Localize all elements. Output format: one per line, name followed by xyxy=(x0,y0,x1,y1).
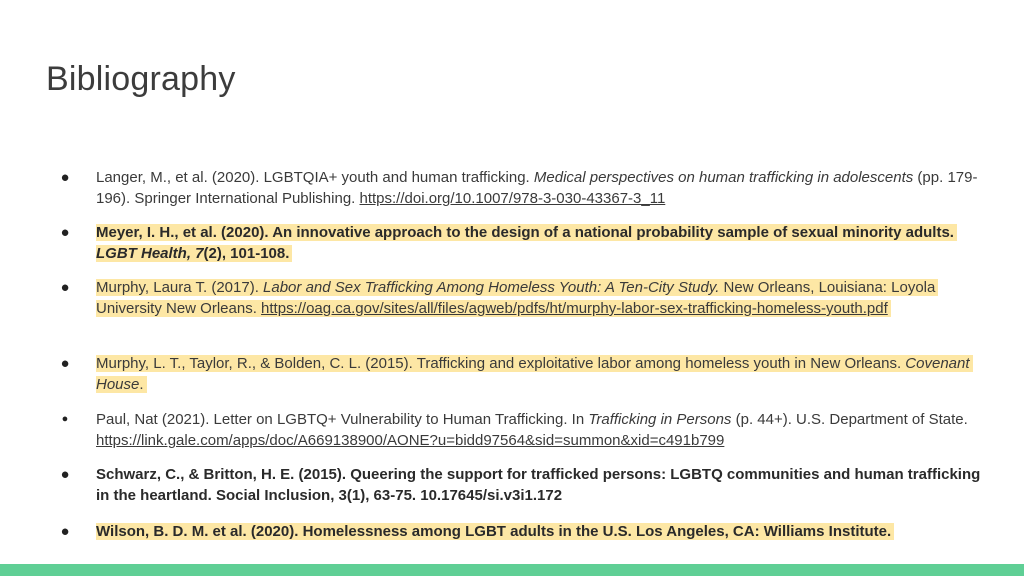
bullet-icon: ● xyxy=(60,169,70,186)
list-item xyxy=(60,464,991,506)
bullet-icon: ● xyxy=(60,355,70,372)
page-title: Bibliography xyxy=(46,60,236,98)
list-item xyxy=(60,353,991,395)
citation-text: Paul, Nat (2021). Letter on LGBTQ+ Vulnerability to Human Trafficking. In xyxy=(96,411,589,428)
citation-text: Langer, M., et al. (2020). LGBTQIA+ youth and human trafficking. xyxy=(96,169,534,186)
citation-title: LGBT Health, 7 xyxy=(96,245,204,262)
list-item xyxy=(60,167,991,209)
citation-text: . xyxy=(139,376,144,393)
citation-link[interactable]: https://doi.org/10.1007/978-3-030-43367-3_11 xyxy=(359,190,666,207)
list-item xyxy=(60,222,991,264)
citation-title: Covenant House xyxy=(96,355,970,393)
citation-title: Trafficking in Persons xyxy=(588,411,732,428)
citation-link[interactable]: https://oag.ca.gov/sites/all/files/agweb/pdfs/ht/murphy-labor-sex-trafficking-homeless-youth.pdf xyxy=(261,300,888,317)
citation-text: Murphy, L. T., Taylor, R., & Bolden, C. L. (2015). Trafficking and exploitative labor among homeless youth in New Orleans. xyxy=(96,355,906,372)
citation-text: (2), 101-108. xyxy=(203,245,290,262)
list-item xyxy=(60,521,991,542)
citation-text: Schwarz, C., & Britton, H. E. (2015). Queering the support for trafficked persons: LGBTQ communities and human trafficking in the heartland. Social Inclusion, 3(1), 63-75. 10.17645/si.v3i1.172 xyxy=(96,466,981,504)
bullet-icon: ● xyxy=(60,523,70,540)
citation-text: Wilson, B. D. M. et al. (2020). Homelessness among LGBT adults in the U.S. Los Angeles, CA: Williams Institute. xyxy=(96,523,894,540)
citation-text: Meyer, I. H., et al. (2020). An innovative approach to the design of a national probability sample of sexual minority adults. xyxy=(96,224,954,241)
citation-text: Murphy, Laura T. (2017). xyxy=(96,279,264,296)
list-item xyxy=(61,409,991,451)
footer-accent-bar xyxy=(0,564,1024,576)
bullet-icon: ● xyxy=(60,224,70,241)
citation-title: Labor and Sex Trafficking Among Homeless Youth: A Ten-City Study. xyxy=(263,279,720,296)
citation-link[interactable]: https://link.gale.com/apps/doc/A669138900/AONE?u=bidd97564&sid=summon&xid=c491b799 xyxy=(96,432,725,449)
bullet-icon: ● xyxy=(60,466,70,483)
bullet-icon: ● xyxy=(60,279,70,296)
citation-text: (pp. 179-196). Springer International Publishing. xyxy=(96,169,978,207)
citation-title: Medical perspectives on human trafficking in adolescents xyxy=(533,169,914,186)
citation-text: (p. 44+). U.S. Department of State. xyxy=(731,411,968,428)
bullet-icon: ● xyxy=(61,413,69,425)
citation-text: New Orleans, Louisiana: Loyola University New Orleans. xyxy=(96,279,936,317)
list-item xyxy=(60,277,991,319)
